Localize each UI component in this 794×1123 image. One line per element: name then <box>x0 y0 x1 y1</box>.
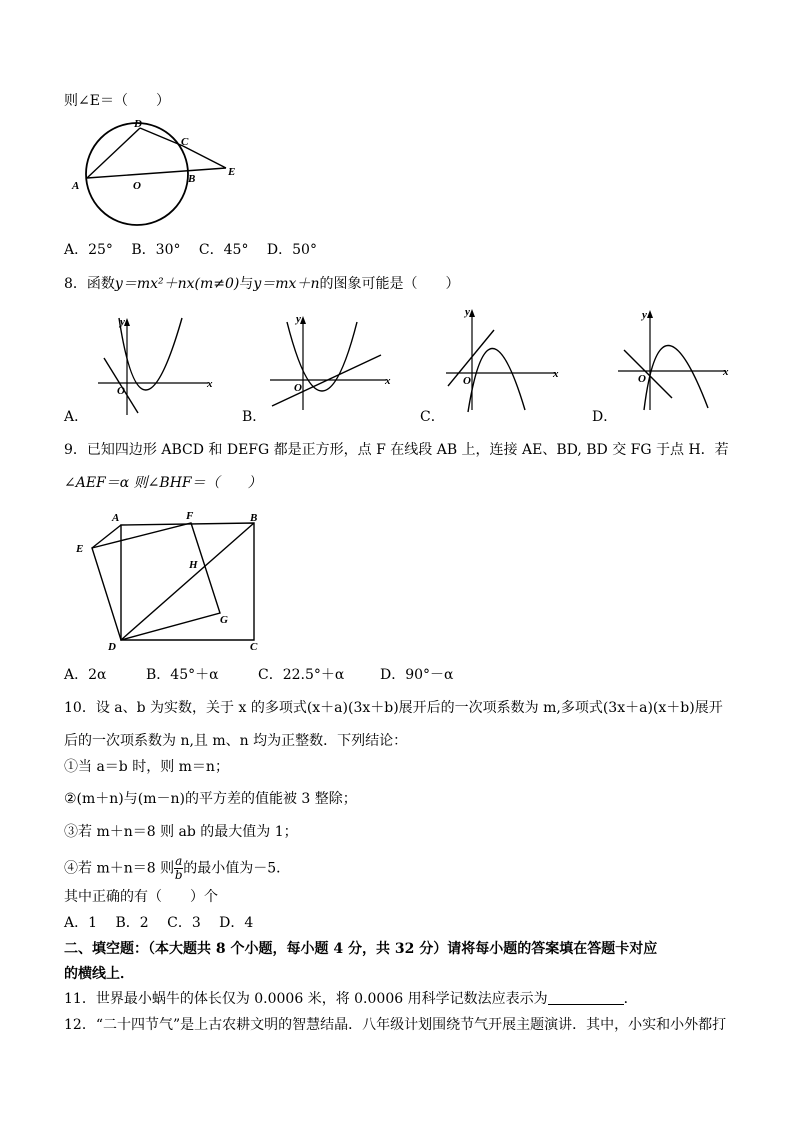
q11-end: ． <box>623 991 638 1007</box>
q9-label-b: B <box>250 512 258 524</box>
section-2-heading-line-2: 的横线上． <box>64 966 134 982</box>
q11 <box>64 990 638 1008</box>
q8-stem-mid: 与 <box>239 276 254 292</box>
q8-formula-1: y＝mx²＋nx(m≠0) <box>114 276 240 292</box>
q9-label-g: G <box>220 614 228 626</box>
q10-conclusion-4 <box>64 855 290 882</box>
q8-b-label-o: O <box>294 382 302 394</box>
q8-c-label-o: O <box>463 375 471 387</box>
q10-fraction <box>174 855 183 882</box>
q12-text: 12．“二十四节气”是上古农耕文明的智慧结晶．八年级计划围绕节气开展主题演讲．其中，小实和小外都打 <box>64 1017 727 1033</box>
q10-conclusion-1: ①当 a＝b 时，则 m＝n； <box>64 759 229 775</box>
q9-label-h: H <box>189 559 198 571</box>
q10-options: A．1 B．2 C．3 D．4 <box>64 915 254 931</box>
q10-conclusion-2: ②(m＋n)与(m－n)的平方差的值能被 3 整除； <box>64 791 357 807</box>
q8-c-label-x: x <box>553 368 559 380</box>
q10-ask: 其中正确的有（ ）个 <box>64 889 218 905</box>
q9-label-e: E <box>76 543 84 555</box>
q9-option-c: C．22.5°＋α <box>258 667 345 683</box>
q9-label-a: A <box>112 512 120 524</box>
q10-c4-prefix: ④若 m＋n＝8 则 <box>64 860 175 877</box>
q8-d-label-x: x <box>723 366 729 378</box>
q10-conclusion-3: ③若 m＋n＝8 则 ab 的最大值为 1； <box>64 824 298 840</box>
q8-formula-2: y＝mx＋n <box>253 276 320 292</box>
q8-option-c: C． <box>420 409 445 425</box>
q8-b-label-y: y <box>296 313 301 325</box>
q9-label-f: F <box>186 510 194 522</box>
q11-text: 11．世界最小蜗牛的体长仅为 0.0006 米，将 0.0006 用科学记数法应表示为 <box>64 991 548 1007</box>
q7-label-c: C <box>181 136 189 148</box>
q8-stem-suffix: 的图象可能是（ ） <box>319 276 460 292</box>
q11-answer-blank <box>548 990 624 1005</box>
q10-line-2: 后的一次项系数为 n,且 m、n 均为正整数．下列结论： <box>64 733 408 749</box>
q8-a-label-y: y <box>120 316 125 328</box>
q8-d-label-o: O <box>638 373 646 385</box>
q8-b-label-x: x <box>385 375 391 387</box>
q9-line-2: ∠AEF＝α 则∠BHF＝（ ） <box>64 475 262 491</box>
q8-option-d: D． <box>592 409 618 425</box>
q7-options: A．25° B．30° C．45° D．50° <box>64 242 317 258</box>
q8-d-label-y: y <box>642 309 647 321</box>
q10-fraction-denominator: b <box>174 868 183 882</box>
q10-fraction-numerator: a <box>175 854 183 868</box>
q8-option-a: A． <box>64 409 89 425</box>
q7-label-o: O <box>133 180 141 192</box>
q10-c4-suffix: 的最小值为－5． <box>183 860 291 877</box>
q9-option-d: D．90°－α <box>380 667 454 683</box>
q9-square-defg <box>92 523 220 640</box>
q7-label-e: E <box>228 166 236 178</box>
q9-option-a: A．2α <box>64 667 107 683</box>
q7-stem: 则∠E＝（ ） <box>64 93 170 109</box>
q10-line-1: 10．设 a、b 为实数，关于 x 的多项式(x＋a)(3x＋b)展开后的一次项系数为 m,多项式(3x＋a)(x＋b)展开 <box>64 700 723 716</box>
q7-label-a: A <box>72 180 80 192</box>
section-2-heading-line-1: 二、填空题：（本大题共 8 个小题，每小题 4 分，共 32 分）请将每小题的答案填在答题卡对应 <box>64 941 658 957</box>
q7-label-b: B <box>188 173 196 185</box>
q8-option-b: B． <box>242 409 267 425</box>
q8-a-label-o: O <box>117 385 125 397</box>
q9-label-d: D <box>108 641 116 653</box>
q9-option-b: B．45°＋α <box>146 667 219 683</box>
q7-label-d: D <box>134 118 142 130</box>
q9-line-1: 9．已知四边形 ABCD 和 DEFG 都是正方形，点 F 在线段 AB 上，连接 AE、BD, BD 交 FG 于点 H．若 <box>64 442 729 458</box>
q8-c-label-y: y <box>465 306 470 318</box>
q9-label-c: C <box>250 641 258 653</box>
q8-a-label-x: x <box>207 378 213 390</box>
q8-stem-prefix: 8．函数 <box>64 276 115 292</box>
